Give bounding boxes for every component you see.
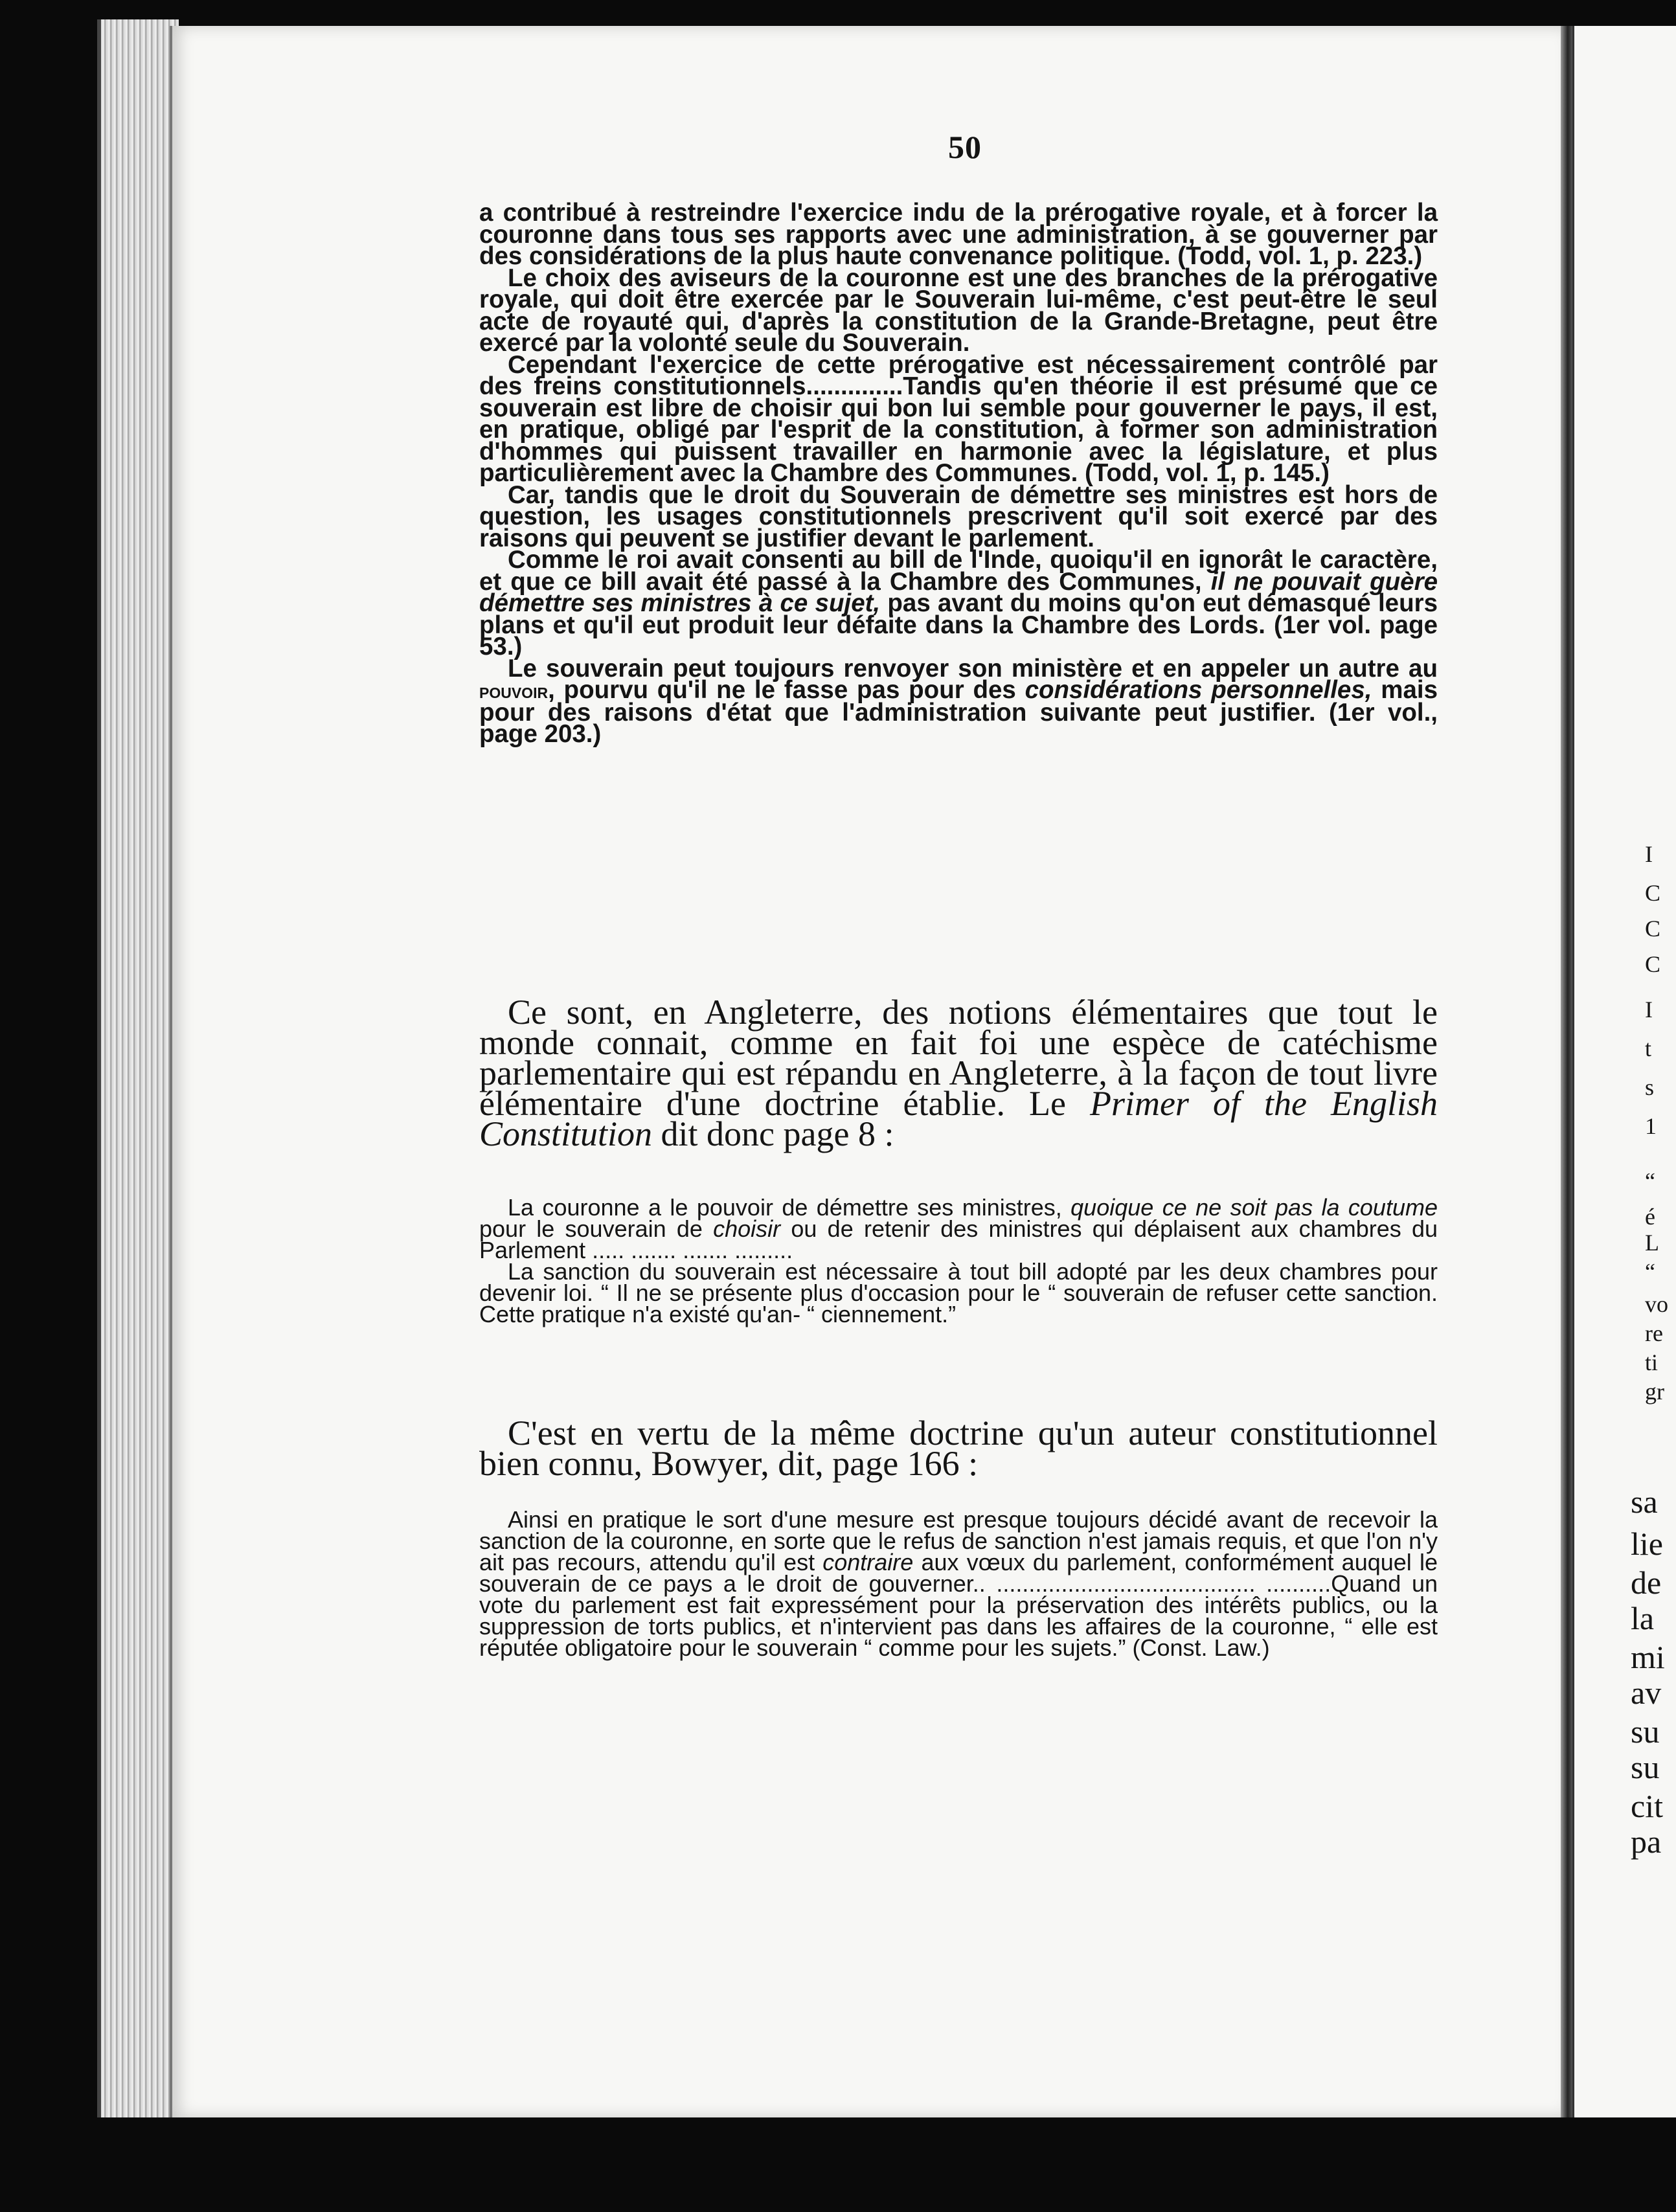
text-run: Comme le roi avait consenti au bill de l'Inde, quoiqu'il en ignorât le caractère, et que ce bill avait été passé à la Chambre des Communes, [479, 546, 1438, 596]
next-page-fragment: su [1631, 1749, 1660, 1785]
text-run: pour le souverain de [479, 1215, 714, 1242]
italic-run: Primer of the English Constitution [479, 1084, 1438, 1153]
body-paragraph-bowyer [479, 1414, 1438, 1483]
page-number: 50 [948, 129, 982, 165]
next-page-fragment: re [1645, 1320, 1663, 1346]
paragraph: Le choix des aviseurs de la couronne est une des branches de la prérogative royale, qui doit être exercée par le Souverain lui-même, c'est peut-être le seul acte de royauté qui, d'après la constitution de la Grande-Bretagne, peut être exercé par la volonté seule du Souverain. [479, 264, 1438, 357]
next-page-fragment: L [1645, 1230, 1659, 1256]
book-gutter [1561, 26, 1572, 2117]
paragraph: Cependant l'exercice de cette prérogative est nécessairement contrôlé par des freins constitutionnels..............Tandis qu'en théorie il est présumé que ce souverain est libre de choisir qui bon lui semble pour gouverner le pays, il est, en pratique, obligé par l'esprit de la constitution, à former son administration d'hommes qui puissent travailler en harmonie avec la législature, et plus particulièrement avec la Chambre des Communes. (Todd, vol. 1, p. 145.) [479, 350, 1438, 487]
next-page-fragment: lie [1631, 1526, 1663, 1562]
paragraph [479, 993, 1438, 1153]
text-run: dit donc page 8 : [652, 1114, 894, 1153]
next-page-fragment: vo [1645, 1291, 1668, 1317]
next-page-fragment: C [1645, 916, 1661, 942]
next-page-fragment: “ [1645, 1259, 1655, 1285]
paragraph: Car, tandis que le droit du Souverain de démettre ses ministres est hors de question, les usages constitutionnels prescrivent qu'il soit exercé par des raisons qui peuvent se justifier devant le parlement. [479, 480, 1438, 552]
next-page-fragment: I [1645, 841, 1653, 867]
quote-paragraph: La sanction du souverain est nécessaire à tout bill adopté par les deux chambres pour devenir loi. “ Il ne se présente plus d'occasion pour le “ souverain de refuser cette sanction. Cette pratique n'a existé qu'an- “ ciennement.” [479, 1258, 1438, 1327]
quotation-bowyer [479, 1506, 1438, 1661]
next-page-fragment: C [1645, 880, 1661, 906]
text-run: La couronne a le pouvoir de démettre ses ministres, [508, 1194, 1071, 1221]
text-run: Ainsi en pratique le sort d'une mesure est presque toujours décidé avant de recevoir la sanction de la couronne, en sorte que le refus de sanction n'est jamais requis, et que l'on n'y ait pas recours, attendu qu'il est [479, 1506, 1438, 1575]
next-page-fragment: I [1645, 997, 1653, 1022]
quote-paragraph [479, 1194, 1438, 1263]
paragraph: C'est en vertu de la même doctrine qu'un auteur constitutionnel bien connu, Bowyer, dit, page 166 : [479, 1414, 1438, 1483]
italic-run: contraire [822, 1549, 914, 1575]
next-page-fragment: sa [1631, 1484, 1658, 1520]
next-page-fragment: ti [1645, 1349, 1659, 1375]
text-run: mais pour des raisons d'état que l'administration suivante peut justifier. (1er vol., page 203.) [479, 676, 1438, 748]
next-page-fragment: pa [1631, 1823, 1662, 1860]
text-run: aux vœux du parlement, conformément auquel le souverain de ce pays a le droit de gouverner.. ........................................ ..........Quand un vote du parlement est fait expressément pour la préservation des intérêts publics, ou la suppression de torts publics, et n'intervient pas dans les affaires de la couronne, “ elle est réputée obligatoire pour le souverain “ comme pour les sujets.” (Const. Law.) [479, 1549, 1438, 1661]
text-run: , pourvu qu'il ne le fasse pas pour des [548, 676, 1025, 704]
next-page-fragment: t [1645, 1035, 1652, 1061]
small-caps-run: pouvoir [479, 679, 549, 703]
body-paragraph-primer [479, 993, 1438, 1153]
next-page-fragment: su [1631, 1713, 1660, 1750]
next-page-fragment: av [1631, 1675, 1662, 1711]
next-page-fragment: de [1631, 1564, 1662, 1601]
paragraph [479, 546, 1438, 660]
next-page-fragment: la [1631, 1600, 1655, 1636]
next-page-fragment: 1 [1645, 1113, 1657, 1139]
book-page-edges [97, 19, 179, 2117]
paragraph [479, 654, 1438, 748]
italic-run: considérations personnelles, [1025, 676, 1372, 704]
next-page-fragment: gr [1645, 1379, 1664, 1405]
next-page-fragment: é [1645, 1204, 1655, 1230]
italic-run: quoique ce ne soit pas la coutume [1070, 1194, 1438, 1221]
next-page-fragment: cit [1631, 1788, 1663, 1824]
next-page-fragment: C [1645, 951, 1661, 977]
text-run: Ce sont, en Angleterre, des notions élémentaires que tout le monde connait, comme en fait foi une espèce de catéchisme parlementaire qui est répandu en Angleterre, à la façon de tout livre élémentaire d'une doctrine établie. Le [479, 993, 1438, 1123]
quoted-paragraphs-todd [479, 199, 1438, 748]
next-page-fragment: mi [1631, 1639, 1665, 1675]
next-page-fragment: s [1645, 1074, 1655, 1100]
text-run: ou de retenir des ministres qui déplaisent aux chambres du Parlement ..... ....... ....... ......... [479, 1215, 1438, 1263]
next-page-fragment: “ [1645, 1168, 1655, 1194]
paragraph: a contribué à restreindre l'exercice indu de la prérogative royale, et à forcer la couronne dans tous ses rapports avec une administration, à se gouverner par des considérations de la plus haute convenance politique. (Todd, vol. 1, p. 223.) [479, 199, 1438, 270]
italic-run: choisir [713, 1215, 781, 1242]
text-run: Le souverain peut toujours renvoyer son ministère et en appeler un autre au [508, 654, 1438, 683]
text-run: pas avant du moins qu'on eut démasqué leurs plans et qu'il eut produit leur défaite dans la Chambre des Lords. (1er vol. page 53.) [479, 589, 1438, 660]
quotation-primer [479, 1194, 1438, 1327]
italic-run: il ne pouvait guère démettre ses ministres à ce sujet, [479, 567, 1438, 617]
quote-paragraph [479, 1506, 1438, 1661]
